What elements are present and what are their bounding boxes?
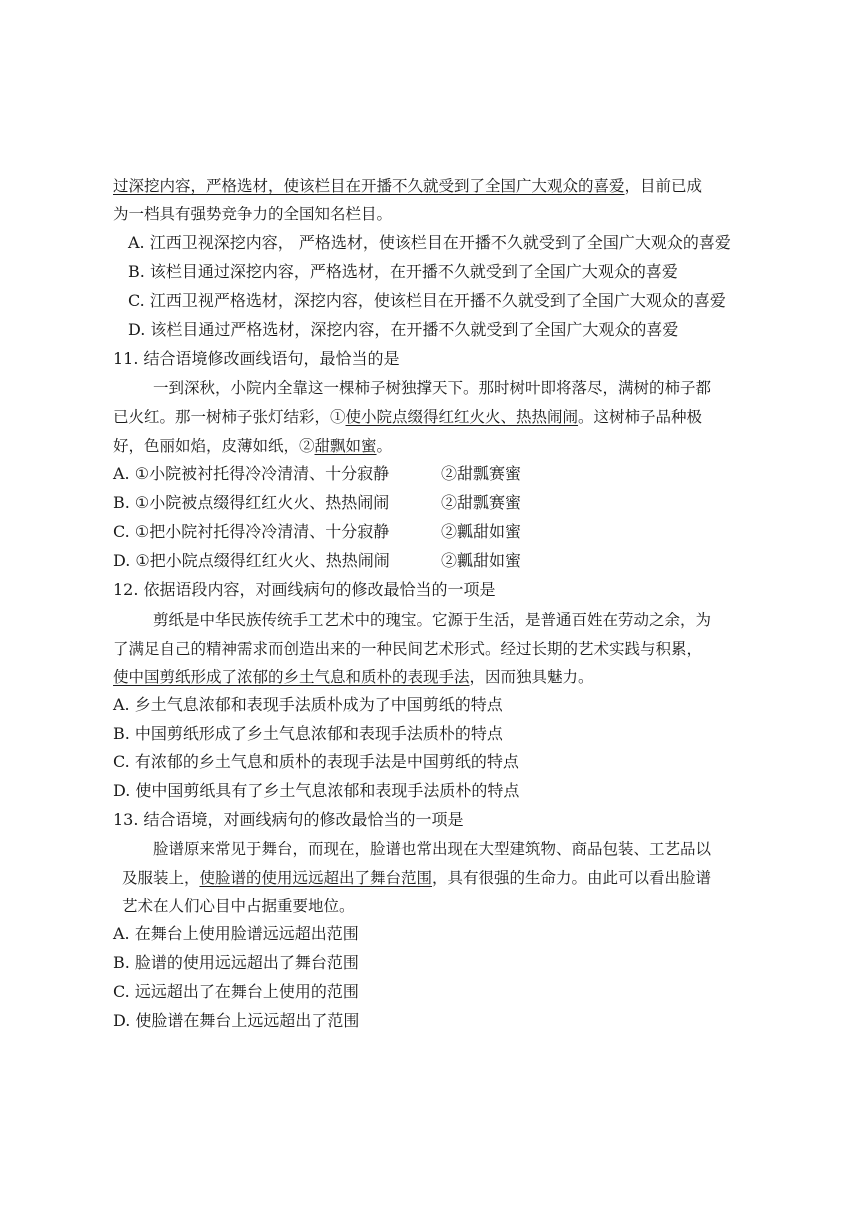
q10-underlined-sentence: 过深挖内容，严格选材，使该栏目在开播不久就受到了全国广大观众的喜爱: [113, 177, 625, 195]
q11-passage-line3-start: 好，色丽如焰，皮薄如纸，②: [113, 437, 315, 455]
q12-passage-line2: 了满足自己的精神需求而创造出来的一种民间艺术形式。经过长期的艺术实践与积累，: [113, 640, 703, 658]
q11-option-c-part1: C. ①把小院衬托得冷冷清清、十分寂静: [113, 522, 390, 541]
q11-option-b-part2: ②甜瓢赛蜜: [441, 493, 522, 512]
q13-passage-line2-start: 及服装上，: [122, 869, 200, 887]
q13-option-c: C. 远远超出了在舞台上使用的范围: [113, 982, 359, 1001]
q13-passage-line1: 脸谱原来常见于舞台，而现在，脸谱也常出现在大型建筑物、商品包装、工艺品以: [153, 840, 712, 858]
q11-passage-line2-start: 已火红。那一树柿子张灯结彩，①: [113, 408, 346, 426]
q10-stem-line2: 为一档具有强势竞争力的全国知名栏目。: [113, 205, 393, 223]
q12-title: 12. 依据语段内容，对画线病句的修改最恰当的一项是: [113, 580, 496, 599]
q13-passage-line2-end: ，具有很强的生命力。由此可以看出脸谱: [432, 869, 712, 887]
q12-option-b: B. 中国剪纸形成了乡土气息浓郁和表现手法质朴的特点: [113, 724, 503, 743]
q13-option-d: D. 使脸谱在舞台上远远超出了范围: [113, 1011, 360, 1030]
q11-option-a-part2: ②甜瓢赛蜜: [441, 464, 522, 483]
q13-option-a: A. 在舞台上使用脸谱远远超出范围: [113, 924, 359, 943]
q10-stem-line1-rest: ，目前已成: [624, 177, 703, 195]
q10-option-c: C. 江西卫视严格选材，深挖内容，使该栏目在开播不久就受到了全国广大观众的喜爱: [128, 291, 726, 310]
q11-passage-line3-end: 。: [376, 437, 393, 455]
q13-passage-line2: [122, 867, 711, 889]
q11-option-c: [113, 521, 521, 543]
q11-option-d: [113, 550, 521, 572]
q11-passage-line3: [113, 435, 392, 457]
q13-option-b: B. 脸谱的使用远远超出了舞台范围: [113, 953, 359, 972]
q12-option-a: A. 乡土气息浓郁和表现手法质朴成为了中国剪纸的特点: [113, 695, 503, 714]
q10-stem-line1: [113, 175, 702, 197]
q11-passage-line2: [113, 406, 702, 428]
q12-passage-line3: [113, 666, 594, 688]
q12-passage-line1: 剪纸是中华民族传统手工艺术中的瑰宝。它源于生活，是普通百姓在劳动之余，为: [153, 611, 712, 629]
q11-underlined-2: 甜飘如蜜: [314, 437, 377, 455]
q11-passage-line2-end: 。这树柿子品种极: [578, 408, 703, 426]
q12-option-c: C. 有浓郁的乡土气息和质朴的表现手法是中国剪纸的特点: [113, 752, 519, 771]
q13-title: 13. 结合语境，对画线病句的修改最恰当的一项是: [113, 810, 464, 829]
q13-underlined-sentence: 使脸谱的使用远远超出了舞台范围: [199, 869, 433, 887]
q10-option-b: B. 该栏目通过深挖内容，严格选材，在开播不久就受到了全国广大观众的喜爱: [128, 262, 678, 281]
q11-option-a-part1: A. ①小院被衬托得冷冷清清、十分寂静: [113, 464, 390, 483]
q11-underlined-1: 使小院点缀得红红火火、热热闹闹: [345, 408, 579, 426]
q12-passage-line3-end: ，因而独具魅力。: [469, 668, 594, 686]
q11-option-d-part2: ②瓤甜如蜜: [441, 551, 522, 570]
q10-option-d: D. 该栏目通过严格选材，深挖内容，在开播不久就受到了全国广大观众的喜爱: [128, 320, 679, 339]
q12-underlined-sentence: 使中国剪纸形成了浓郁的乡土气息和质朴的表现手法: [113, 668, 470, 686]
q11-passage-line1: 一到深秋，小院内全靠这一棵柿子树独撑天下。那时树叶即将落尽，满树的柿子都: [153, 379, 712, 397]
q11-option-b-part1: B. ①小院被点缀得红红火火、热热闹闹: [113, 493, 390, 512]
q11-option-a: [113, 463, 521, 485]
q10-option-a: A. 江西卫视深挖内容， 严格选材，使该栏目在开播不久就受到了全国广大观众的喜爱: [128, 233, 731, 252]
q11-option-d-part1: D. ①把小院点缀得红红火火、热热闹闹: [113, 551, 390, 570]
q12-option-d: D. 使中国剪纸具有了乡土气息浓郁和表现手法质朴的特点: [113, 781, 520, 800]
q13-passage-line3: 艺术在人们心目中占据重要地位。: [122, 897, 355, 915]
q11-option-c-part2: ②瓤甜如蜜: [441, 522, 522, 541]
q11-option-b: [113, 492, 521, 514]
q11-title: 11. 结合语境修改画线语句，最恰当的是: [113, 349, 400, 368]
